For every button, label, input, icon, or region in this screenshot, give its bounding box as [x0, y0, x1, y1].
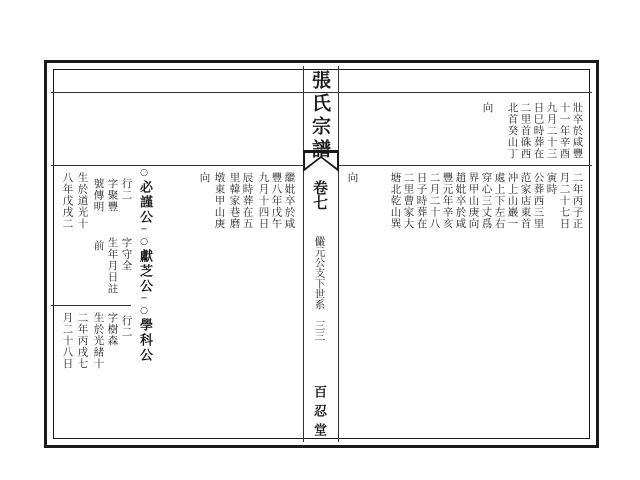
record-column: 二里首硃西 — [519, 102, 532, 160]
birth-note: 生於光緒十 — [92, 312, 105, 370]
record-column: 豐元年辛亥 — [441, 172, 454, 230]
art-name: 號傳明 — [92, 178, 105, 213]
record-column: 日子時葬在 — [415, 172, 428, 230]
left-lower-rule — [51, 305, 131, 306]
birth-note: 月二十八日 — [61, 312, 74, 370]
record-column: 穿心三丈爲 — [480, 172, 493, 230]
record-column: 二年丙子正 — [571, 172, 584, 230]
courtesy-name: 字樹森 — [106, 312, 119, 347]
record-column: 向 — [346, 172, 359, 184]
record-column: 范家店東首 — [519, 172, 532, 230]
record-column: 二月二十八 — [428, 172, 441, 230]
record-column: 壯卒於咸豐 — [571, 102, 584, 160]
birth-note: 生年月日註 — [106, 237, 119, 295]
record-column: 九月二十三 — [545, 102, 558, 160]
hall-name: 百忍堂 — [311, 385, 326, 442]
record-column: 北首癸山丁 — [506, 102, 519, 160]
section-title: 儼元公支下世系 — [313, 236, 326, 310]
right-mid-rule — [338, 165, 592, 166]
record-column: 趙妣卒於咸 — [454, 172, 467, 230]
spine-right-line — [338, 66, 339, 442]
left-mid-rule — [51, 165, 303, 166]
person-name-bishin: 必謹公 — [137, 180, 152, 225]
record-column: 月二十七日 — [558, 172, 571, 230]
record-column: 十一年辛酉 — [558, 102, 571, 160]
birth-note: 八年戊戌二 — [61, 172, 74, 230]
page-number: 三三 — [313, 320, 326, 341]
record-column: 繼妣卒於咸 — [283, 172, 296, 230]
courtesy-name: 字守全 — [120, 237, 133, 272]
record-column: 日巳時葬在 — [532, 102, 545, 160]
birth-note: 二年丙戌七 — [76, 312, 89, 370]
link-symbol: ─ — [139, 294, 149, 306]
record-column: 向 — [198, 172, 211, 184]
volume-label: 卷七 — [311, 180, 329, 210]
record-column: 二里曹家大 — [402, 172, 415, 230]
record-column: 冲上山巖一 — [506, 172, 519, 230]
record-column: 處上下左右 — [493, 172, 506, 230]
record-column: 辰時葬在五 — [241, 172, 254, 230]
lineage-column — [138, 168, 151, 363]
record-column: 豐八年戊午 — [270, 172, 283, 230]
spine-left-line — [303, 66, 304, 442]
person-name-xianzhi: 獻芝公 — [137, 249, 152, 294]
birth-note: 生於道光十 — [76, 172, 89, 230]
record-column: 寅時 — [545, 172, 558, 195]
link-symbol: ─ — [139, 225, 149, 237]
record-column: 界甲山庚向 — [467, 172, 480, 230]
rank-note: 行二 — [120, 178, 133, 201]
rank-note: 行二 — [120, 315, 133, 338]
cross-reference: 前 — [92, 240, 105, 252]
ring-symbol: ○ — [139, 168, 149, 180]
record-column: 墩東甲山庚 — [213, 172, 226, 230]
genealogy-title: 張氏宗譜 — [309, 70, 331, 162]
record-column: 塘北乾山巽 — [389, 172, 402, 230]
ring-symbol: ○ — [139, 306, 149, 318]
record-column: 公葬西三里 — [532, 172, 545, 230]
person-name-xueke: 學科公 — [137, 318, 152, 363]
courtesy-name: 字聚豐 — [106, 178, 119, 213]
record-column: 九月十四日 — [257, 172, 270, 230]
record-column: 里韓家巷磨 — [228, 172, 241, 230]
record-column: 向 — [481, 102, 494, 114]
ring-symbol: ○ — [139, 237, 149, 249]
